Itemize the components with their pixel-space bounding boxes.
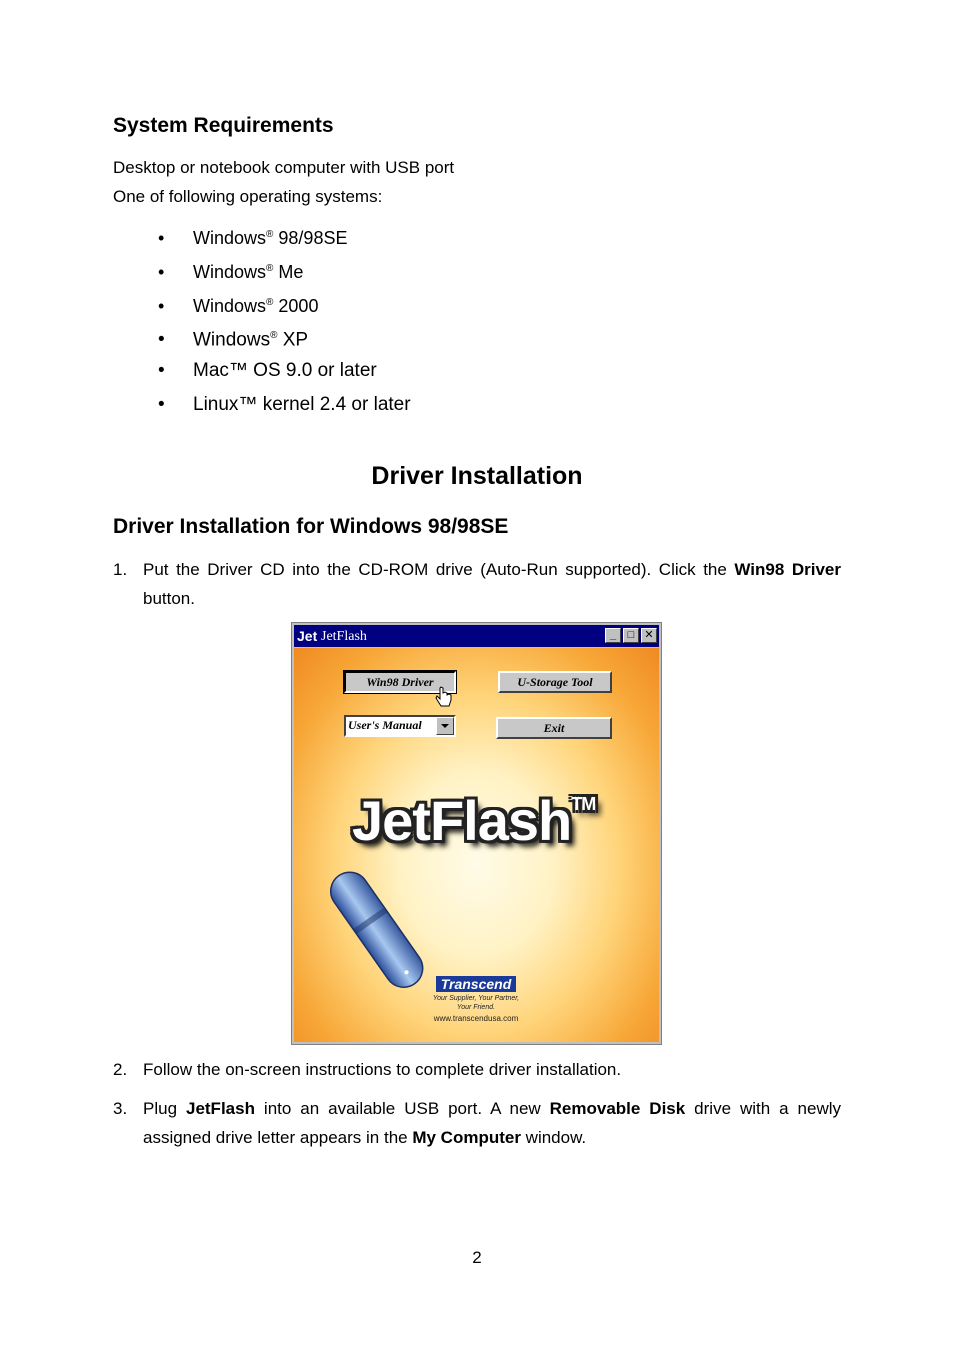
os-version: 98/98SE xyxy=(273,228,348,248)
os-version: Me xyxy=(273,262,304,282)
os-list-item: • Windows® 2000 xyxy=(158,296,319,316)
os-name: Windows xyxy=(193,262,267,282)
manual-dropdown-value: User's Manual xyxy=(348,718,422,732)
os-name: Windows xyxy=(193,228,267,248)
win98-driver-button[interactable]: Win98 Driver xyxy=(344,671,456,693)
os-name: Mac™ OS 9.0 or later xyxy=(193,360,377,381)
registered-mark: ® xyxy=(266,229,274,240)
window-title: JetFlash xyxy=(321,629,367,644)
step-number: 3. xyxy=(113,1099,128,1118)
u-storage-tool-button[interactable]: U-Storage Tool xyxy=(498,671,612,693)
trademark-mark: TM xyxy=(571,794,596,814)
tagline-1: Your Supplier, Your Partner, xyxy=(432,995,520,1002)
step-number: 1. xyxy=(113,560,128,579)
step-text: button. xyxy=(143,589,195,608)
usb-drive-image xyxy=(324,863,434,1003)
step-text: into an available USB port. A new xyxy=(254,1099,550,1118)
os-version: XP xyxy=(277,329,309,351)
step-text: Put the Driver CD into the CD-ROM drive (Auto-Run supported). Click the xyxy=(143,560,735,579)
minimize-icon[interactable]: _ xyxy=(605,628,621,643)
chevron-down-icon[interactable] xyxy=(436,717,454,735)
exit-button[interactable]: Exit xyxy=(496,717,612,739)
section-title-driver-installation: Driver Installation xyxy=(371,462,583,490)
step-2-text: Follow the on-screen instructions to complete driver installation. xyxy=(143,1060,622,1079)
step-bold: Removable Disk xyxy=(549,1099,686,1118)
step-bold: Win98 Driver xyxy=(734,560,841,579)
website-url: www.transcendusa.com xyxy=(433,1014,519,1023)
requirement-line-os: One of following operating systems: xyxy=(113,187,383,206)
registered-mark: ® xyxy=(266,297,274,308)
os-list-item: • Windows® 98/98SE xyxy=(158,228,348,248)
logo-text: JetFlash xyxy=(352,789,572,852)
window-titlebar xyxy=(294,625,659,647)
subsection-title-win98: Driver Installation for Windows 98/98SE xyxy=(113,515,509,538)
os-name: Linux™ kernel 2.4 or later xyxy=(193,394,411,415)
transcend-brand: Transcend xyxy=(436,976,516,992)
registered-mark: ® xyxy=(270,330,278,341)
step-text: window. xyxy=(520,1128,587,1147)
manual-dropdown[interactable] xyxy=(344,715,456,737)
step-number: 2. xyxy=(113,1060,128,1079)
close-icon[interactable]: ✕ xyxy=(641,628,657,643)
os-list-item: • Linux™ kernel 2.4 or later xyxy=(158,394,411,415)
step-1-text xyxy=(143,555,841,613)
window-title-short: Jet xyxy=(297,628,318,644)
registered-mark: ® xyxy=(266,263,274,274)
os-version: 2000 xyxy=(273,296,319,316)
os-list-item: • Windows® XP xyxy=(158,329,309,351)
step-bold: My Computer xyxy=(412,1128,521,1147)
os-name: Windows xyxy=(193,329,271,351)
requirement-line-computer: Desktop or notebook computer with USB port xyxy=(113,158,455,177)
tagline-2: Your Friend. xyxy=(456,1004,496,1011)
jetflash-logo xyxy=(352,788,595,853)
os-list-item: • Windows® Me xyxy=(158,262,304,282)
maximize-icon[interactable]: □ xyxy=(623,628,639,643)
section-title-system-requirements: System Requirements xyxy=(113,114,334,137)
step-bold: JetFlash xyxy=(185,1099,255,1118)
hand-cursor-icon xyxy=(434,686,454,710)
os-list-item: • Mac™ OS 9.0 or later xyxy=(158,360,377,381)
os-name: Windows xyxy=(193,296,267,316)
jetflash-autorun-window xyxy=(291,622,662,1045)
step-text: drive with a newly assigned drive letter appears in the xyxy=(143,1099,842,1147)
window-client-area xyxy=(294,648,659,1042)
step-text: Plug xyxy=(143,1099,186,1118)
step-3-text xyxy=(143,1094,841,1152)
page-number: 2 xyxy=(472,1248,482,1267)
